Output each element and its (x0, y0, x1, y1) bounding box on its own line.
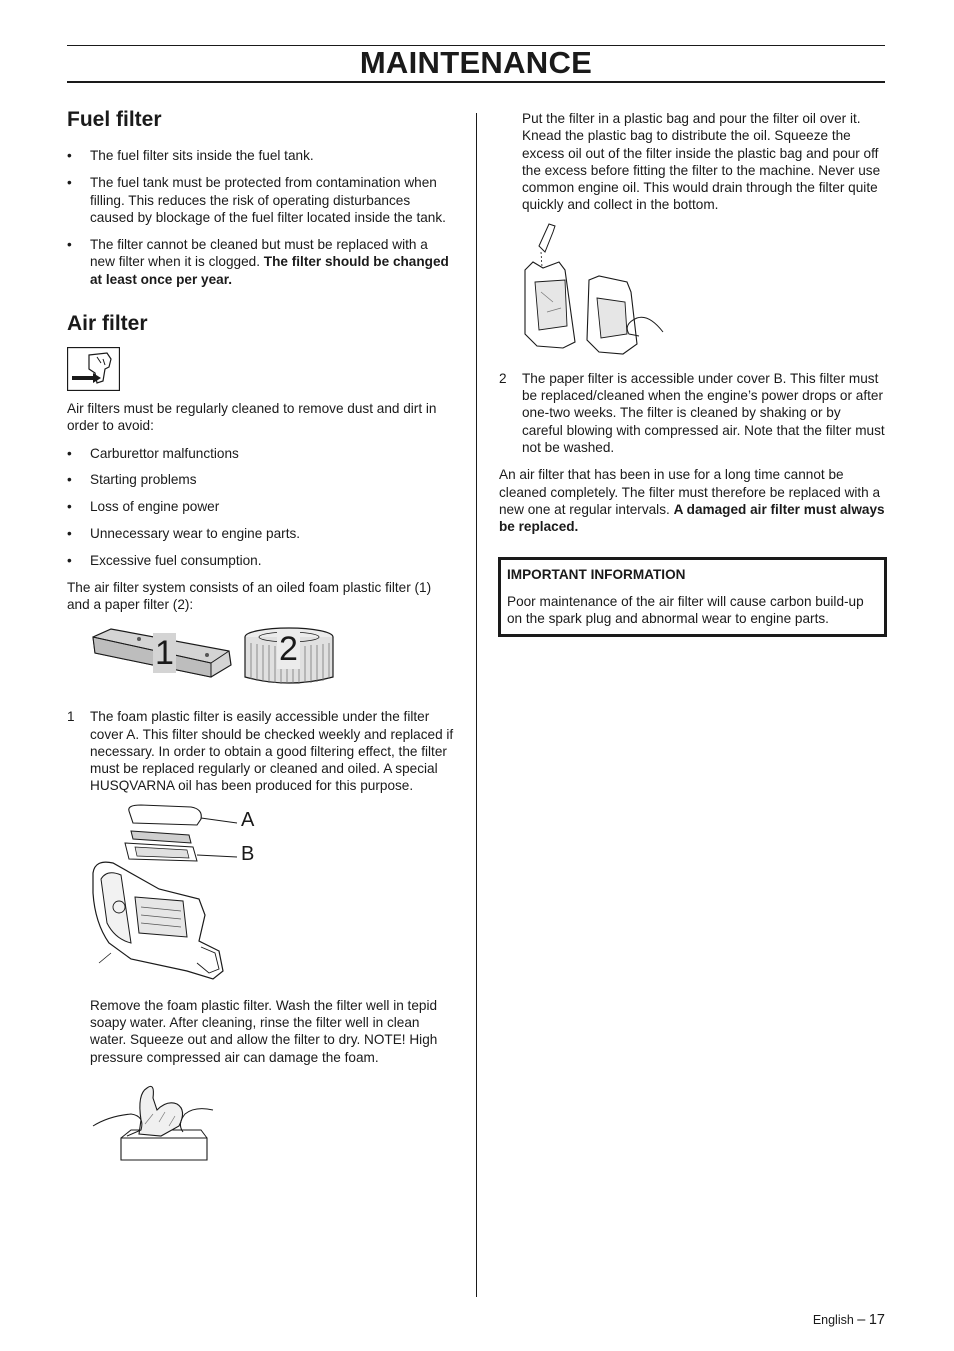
oiling-filter-illustration (519, 222, 669, 358)
page-footer (813, 1312, 885, 1328)
remove-foam-text: Remove the foam plastic filter. Wash the filter well in tepid soapy water. After cleaning, rinse the filter well in clean water. Squeeze out and allow the filter to dry. NOTE! High pressure compressed air can damage the foam. (90, 997, 438, 1065)
manual-reference-icon (67, 347, 120, 391)
footer-language: English (812, 1313, 854, 1327)
column-divider (476, 113, 477, 1297)
important-info-text: Poor maintenance of the air filter will cause carbon build-up on the spark plug and abnormal wear to engine parts. (507, 593, 864, 627)
fuel-filter-heading: Fuel filter (67, 108, 162, 131)
footer-separator: – (857, 1312, 866, 1328)
important-info-heading: IMPORTANT INFORMATION (507, 567, 686, 583)
important-info-box (498, 557, 887, 637)
figure-label-1: 1 (155, 634, 174, 673)
page-number: 17 (868, 1312, 885, 1328)
washing-filter-illustration (91, 1080, 215, 1164)
list-item: • The fuel filter sits inside the fuel tank. (67, 148, 314, 163)
list-item: • Loss of engine power (67, 499, 220, 515)
list-item: • Carburettor malfunctions (67, 445, 239, 461)
title-underline (67, 81, 885, 83)
figure-label-b: B (241, 842, 255, 865)
air-filter-assembly-illustration (91, 803, 291, 987)
list-item: • The filter cannot be cleaned but must be replaced with a new filter when it is clogged. The filter should be changed at least once per year. (67, 237, 449, 287)
filter-pair-illustration (91, 625, 371, 687)
oil-filter-text: Put the filter in a plastic bag and pour the filter oil over it. Knead the plastic bag to distribute the oil. Squeeze the excess oil out of the filter inside the plastic bag and pour off the excess before fitting the filter to the machine. Never use common engine oil. This would drain through the filter quite quickly and collect in the bottom. (522, 111, 881, 213)
list-item: • The fuel tank must be protected from contamination when filling. This reduces the risk of operating disturbances caused by blockage of the fuel filter located inside the tank. (67, 175, 446, 225)
numbered-item-1: 1 The foam plastic filter is easily accessible under the filter cover A. This filter should be checked weekly and replaced if necessary. In order to obtain a good filtering effect, the filter must be replaced regularly or cleaned and oiled. A special HUSQVARNA oil has been produced for this purpose. (67, 709, 454, 794)
figure-label-2: 2 (279, 630, 298, 669)
figure-label-a: A (241, 808, 255, 831)
page-title: MAINTENANCE (359, 45, 593, 80)
list-item: • Unnecessary wear to engine parts. (67, 526, 301, 542)
long-use-text: An air filter that has been in use for a long time cannot be cleaned completely. The filter must therefore be replaced with a new one at regular intervals. A damaged air filter must always be replaced. (499, 467, 885, 535)
air-filter-intro: Air filters must be regularly cleaned to remove dust and dirt in order to avoid: (67, 401, 437, 434)
air-filter-system: The air filter system consists of an oiled foam plastic filter (1) and a paper filter (2): (67, 579, 432, 612)
list-item: • Excessive fuel consumption. (67, 552, 262, 568)
list-item: • Starting problems (67, 472, 197, 488)
right-column (499, 110, 885, 637)
left-column (67, 108, 455, 1164)
numbered-item-2: 2 The paper filter is accessible under cover B. This filter must be replaced/cleaned when the engine’s power drops or after one-two weeks. The filter is cleaned by shaking or by careful blowing with compressed air. Note that the filter must not be washed. (499, 370, 885, 455)
air-filter-heading: Air filter (67, 312, 148, 336)
